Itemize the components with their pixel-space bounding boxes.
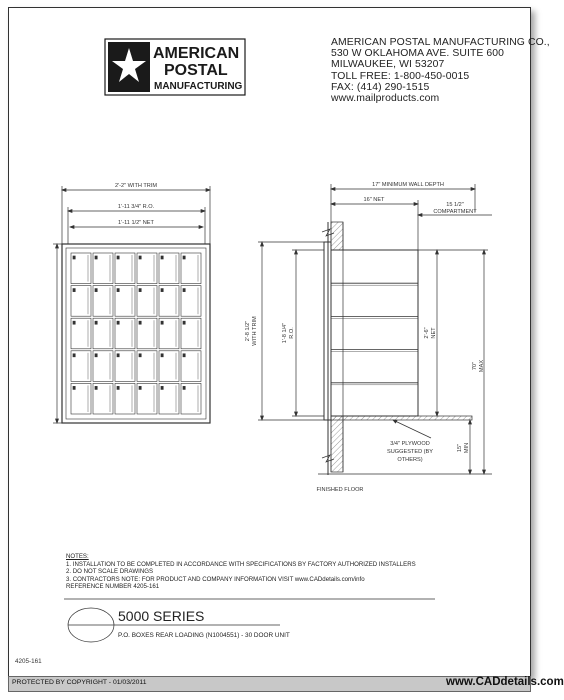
front-width-net: 1'-11 1/2" NET bbox=[118, 220, 154, 226]
door-lock bbox=[161, 256, 163, 259]
notes-block bbox=[66, 553, 416, 591]
height-trim-dim: 2'-8 1/2" bbox=[245, 320, 251, 342]
min-label: MIN bbox=[464, 442, 470, 454]
side-shelves bbox=[331, 283, 418, 385]
logo-line1: AMERICAN bbox=[153, 45, 240, 62]
door-lock bbox=[139, 354, 141, 357]
company-address-1: 530 W OKLAHOMA AVE. SUITE 600 bbox=[331, 48, 505, 60]
drawing-subtitle: P.O. BOXES REAR LOADING (N1004551) - 30 DOOR UNIT bbox=[118, 632, 290, 639]
plywood-note-2: SUGGESTED (BY bbox=[386, 449, 434, 455]
front-width-trim: 2'-2" WITH TRIM bbox=[114, 183, 158, 189]
door-lock bbox=[139, 289, 141, 292]
door-lock bbox=[139, 256, 141, 259]
max-dim: 70" bbox=[472, 361, 478, 371]
series-title: 5000 SERIES bbox=[118, 608, 205, 624]
door-lock bbox=[73, 289, 75, 292]
net-16-dim: 16" NET bbox=[363, 197, 385, 203]
company-phone: TOLL FREE: 1-800-450-0015 bbox=[331, 70, 470, 82]
company-address-2: MILWAUKEE, WI 53207 bbox=[331, 59, 445, 71]
door-lock bbox=[73, 256, 75, 259]
notes-title: NOTES: bbox=[66, 553, 89, 560]
door-lock bbox=[183, 321, 185, 324]
reference-number: 4205-161 bbox=[15, 658, 42, 665]
door-lock bbox=[95, 354, 97, 357]
door-lock bbox=[117, 354, 119, 357]
door-lock bbox=[95, 321, 97, 324]
caddetails-link[interactable]: www.CADdetails.com bbox=[446, 676, 564, 688]
height-trim-label: WITH TRIM bbox=[252, 316, 258, 346]
finished-floor-label: FINISHED FLOOR bbox=[316, 487, 364, 493]
note-2: 2. DO NOT SCALE DRAWINGS bbox=[66, 568, 154, 575]
door-lock bbox=[183, 289, 185, 292]
door-lock bbox=[183, 386, 185, 389]
door-lock bbox=[117, 386, 119, 389]
door-lock bbox=[73, 386, 75, 389]
max-label: MAX bbox=[479, 359, 485, 373]
height-ro-dim: 1'-8 1/4" bbox=[282, 322, 288, 344]
door-lock bbox=[73, 321, 75, 324]
door-lock bbox=[117, 256, 119, 259]
door-lock bbox=[161, 321, 163, 324]
note-3: 3. CONTRACTORS NOTE: FOR PRODUCT AND COMPANY INFORMATION VISIT www.CADdetails.com/info bbox=[66, 575, 365, 583]
compartment-label: COMPARTMENT bbox=[433, 209, 477, 215]
door-lock bbox=[117, 321, 119, 324]
door-lock bbox=[161, 354, 163, 357]
compartment-dim: 15 1/2" bbox=[446, 202, 464, 208]
door-lock bbox=[95, 386, 97, 389]
company-name: AMERICAN POSTAL MANUFACTURING CO., bbox=[331, 37, 550, 48]
company-fax: FAX: (414) 290-1515 bbox=[331, 81, 430, 93]
net-height-label: NET bbox=[431, 327, 437, 339]
logo-line2: POSTAL bbox=[164, 62, 228, 79]
copyright-notice: PROTECTED BY COPYRIGHT - 01/03/2011 bbox=[12, 679, 147, 686]
door-lock bbox=[183, 354, 185, 357]
note-3-reference: REFERENCE NUMBER 4205-161 bbox=[66, 583, 160, 590]
wall-depth-dim: 17" MINIMUM WALL DEPTH bbox=[372, 182, 444, 188]
plywood-note-3: OTHERS) bbox=[397, 457, 423, 463]
door-lock bbox=[95, 256, 97, 259]
plywood-note-1: 3/4" PLYWOOD bbox=[390, 441, 430, 447]
door-lock bbox=[161, 386, 163, 389]
door-grid bbox=[71, 253, 201, 414]
door-lock bbox=[95, 289, 97, 292]
logo-line3: MANUFACTURING bbox=[154, 81, 243, 92]
door-lock bbox=[73, 354, 75, 357]
door-lock bbox=[183, 256, 185, 259]
door-lock bbox=[161, 289, 163, 292]
net-height-dim: 2'-6" bbox=[424, 327, 430, 339]
door-lock bbox=[117, 289, 119, 292]
height-ro-label: R.O. bbox=[289, 327, 295, 339]
door-lock bbox=[139, 386, 141, 389]
company-website[interactable]: www.mailproducts.com bbox=[331, 93, 440, 105]
min-dim: 15" bbox=[457, 443, 463, 453]
front-width-ro: 1'-11 3/4" R.O. bbox=[117, 204, 155, 210]
note-1: 1. INSTALLATION TO BE COMPLETED IN ACCORDANCE WITH SPECIFICATIONS BY FACTORY AUTHORIZED INSTALLERS bbox=[66, 560, 416, 568]
door-lock bbox=[139, 321, 141, 324]
